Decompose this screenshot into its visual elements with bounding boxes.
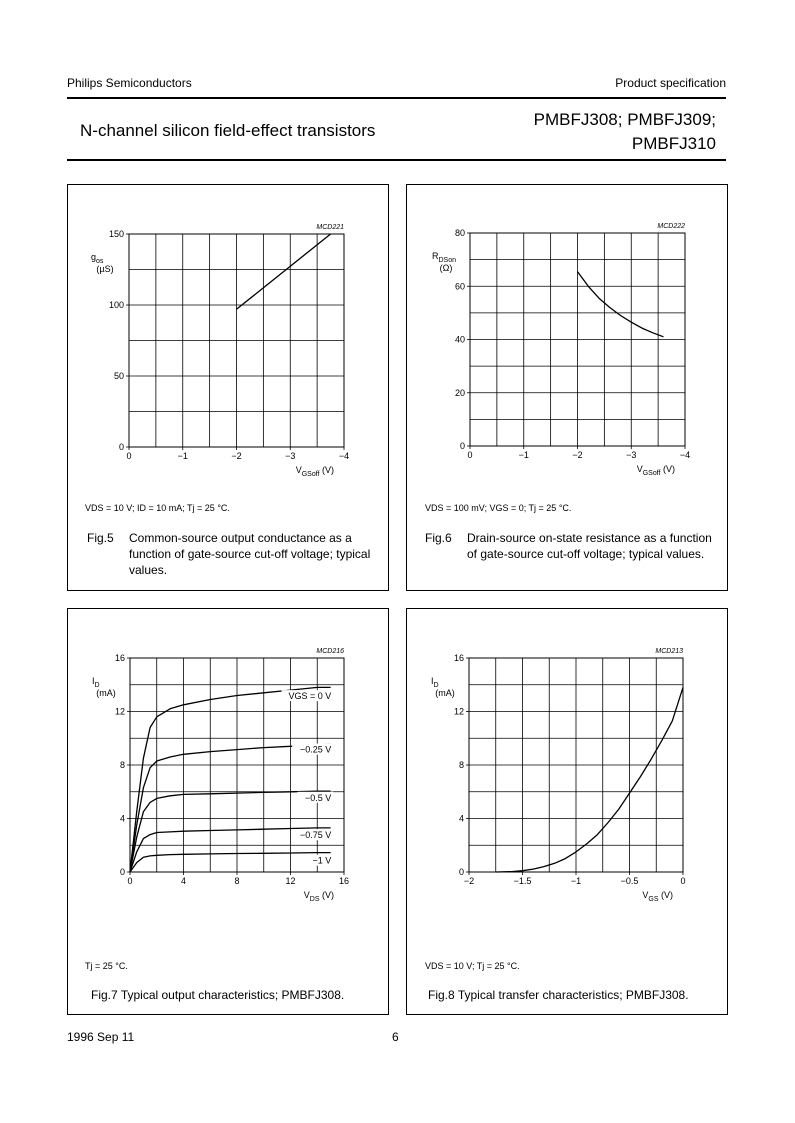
company-name: Philips Semiconductors	[67, 76, 192, 90]
y-axis-unit: (Ω)	[439, 263, 453, 273]
y-tick-label: 4	[119, 813, 125, 824]
x-tick-label: 0	[126, 451, 132, 461]
part-numbers-line2: PMBFJ310	[631, 134, 716, 153]
series-line	[237, 234, 331, 309]
y-tick-label: 16	[114, 653, 125, 663]
figure-caption-text: Drain-source on-state resistance as a function of gate-source cut-off voltage; typical values.	[467, 531, 712, 561]
x-tick-label: −1	[177, 451, 188, 461]
x-tick-label: 16	[338, 876, 350, 886]
figure-conditions: VDS = 10 V; Tj = 25 °C.	[425, 961, 520, 971]
title-rule	[67, 159, 726, 161]
figure-caption-text: Typical output characteristics; PMBFJ308.	[120, 988, 345, 1002]
y-axis-label: $I_D$	[92, 676, 100, 689]
y-tick-label: 4	[458, 813, 464, 824]
figure-label: Fig.8	[428, 988, 455, 1002]
part-numbers-line1: PMBFJ308; PMBFJ309;	[533, 110, 716, 129]
chart-fig7	[68, 609, 388, 909]
chart-fig6	[407, 185, 727, 485]
y-tick-label: 20	[454, 387, 465, 398]
y-tick-label: 80	[454, 228, 465, 238]
y-tick-label: 150	[108, 229, 124, 239]
x-axis-label: $V_{GSoff}$ (V)	[636, 464, 675, 477]
figure-panel-6	[406, 184, 728, 591]
y-axis-unit: (µS)	[96, 264, 114, 274]
chart-fig8	[407, 609, 727, 909]
x-tick-label: −3	[626, 450, 637, 460]
series-line	[496, 687, 683, 872]
series-line	[578, 272, 664, 337]
header-rule	[67, 97, 726, 99]
y-axis-label: $g_{os}$	[91, 252, 104, 265]
x-tick-label: 4	[180, 876, 187, 886]
x-axis-label: $V_{GS}$ (V)	[642, 890, 673, 903]
x-axis-label: $V_{GSoff}$ (V)	[295, 465, 334, 478]
figure-code: MCD216	[316, 648, 344, 655]
series-label: −0.25 V	[300, 744, 332, 755]
figure-label: Fig.5	[87, 531, 114, 545]
y-tick-label: 8	[119, 760, 125, 770]
series-label: VGS = 0 V	[288, 691, 332, 702]
figure-code: MCD222	[657, 223, 685, 230]
document-type: Product specification	[615, 76, 726, 90]
x-tick-label: 8	[234, 876, 240, 886]
series-line	[130, 687, 331, 872]
y-tick-label: 0	[118, 442, 124, 452]
figure-caption-text: Typical transfer characteristics; PMBFJ308.	[457, 988, 689, 1002]
x-tick-label: −1.5	[513, 876, 532, 886]
page-title: N-channel silicon field-effect transistors	[80, 121, 376, 140]
series-label: −1 V	[312, 855, 332, 866]
page-number: 6	[392, 1030, 399, 1044]
figure-panel-8	[406, 608, 728, 1015]
x-tick-label: −1	[518, 450, 529, 460]
x-tick-label: −2	[572, 450, 583, 460]
y-tick-label: 8	[458, 760, 464, 770]
figure-label: Fig.7	[91, 988, 118, 1002]
chart-fig5	[68, 185, 388, 485]
figure-caption	[428, 987, 723, 1003]
x-tick-label: 12	[285, 876, 296, 886]
x-tick-label: −4	[338, 451, 350, 461]
x-tick-label: −2	[231, 451, 242, 461]
figure-label: Fig.6	[425, 531, 452, 545]
x-tick-label: 0	[680, 876, 686, 886]
y-tick-label: 0	[459, 441, 465, 451]
series-label: −0.5 V	[305, 792, 332, 803]
figure-panel-7	[67, 608, 389, 1015]
x-tick-label: −2	[463, 876, 475, 886]
y-axis-label: $R_{DSon}$	[432, 251, 457, 264]
x-tick-label: 0	[467, 450, 473, 460]
footer-date: 1996 Sep 11	[67, 1030, 135, 1044]
x-tick-label: 0	[127, 876, 133, 886]
series-line	[130, 853, 331, 872]
y-tick-label: 50	[113, 371, 124, 381]
y-axis-label: $I_D$	[431, 676, 439, 689]
y-axis-unit: (mA)	[96, 688, 116, 698]
figure-panel-5	[67, 184, 389, 591]
part-numbers	[534, 108, 716, 156]
x-tick-label: −1	[570, 876, 582, 886]
x-tick-label: −3	[285, 451, 296, 461]
figure-caption-text: Common-source output conductance as a function of gate-source cut-off voltage; typical values.	[129, 531, 371, 577]
figure-caption	[91, 987, 386, 1003]
y-tick-label: 12	[453, 706, 464, 717]
y-axis-unit: (mA)	[435, 688, 455, 698]
y-tick-label: 12	[114, 706, 125, 717]
figure-code: MCD221	[316, 224, 344, 231]
y-tick-label: 0	[119, 867, 125, 877]
series-label: −0.75 V	[300, 830, 332, 841]
x-tick-label: −4	[679, 450, 691, 460]
x-axis-label: $V_{DS}$ (V)	[303, 890, 334, 903]
figure-conditions: VDS = 100 mV; VGS = 0; Tj = 25 °C.	[425, 503, 572, 513]
y-tick-label: 60	[454, 281, 465, 292]
y-tick-label: 100	[108, 300, 124, 310]
y-tick-label: 40	[454, 334, 465, 345]
figure-conditions: Tj = 25 °C.	[85, 961, 128, 971]
x-tick-label: −0.5	[620, 876, 639, 886]
figure-conditions: VDS = 10 V; ID = 10 mA; Tj = 25 °C.	[85, 503, 230, 513]
y-tick-label: 16	[453, 653, 464, 663]
figure-code: MCD213	[655, 648, 683, 655]
y-tick-label: 0	[458, 867, 464, 877]
